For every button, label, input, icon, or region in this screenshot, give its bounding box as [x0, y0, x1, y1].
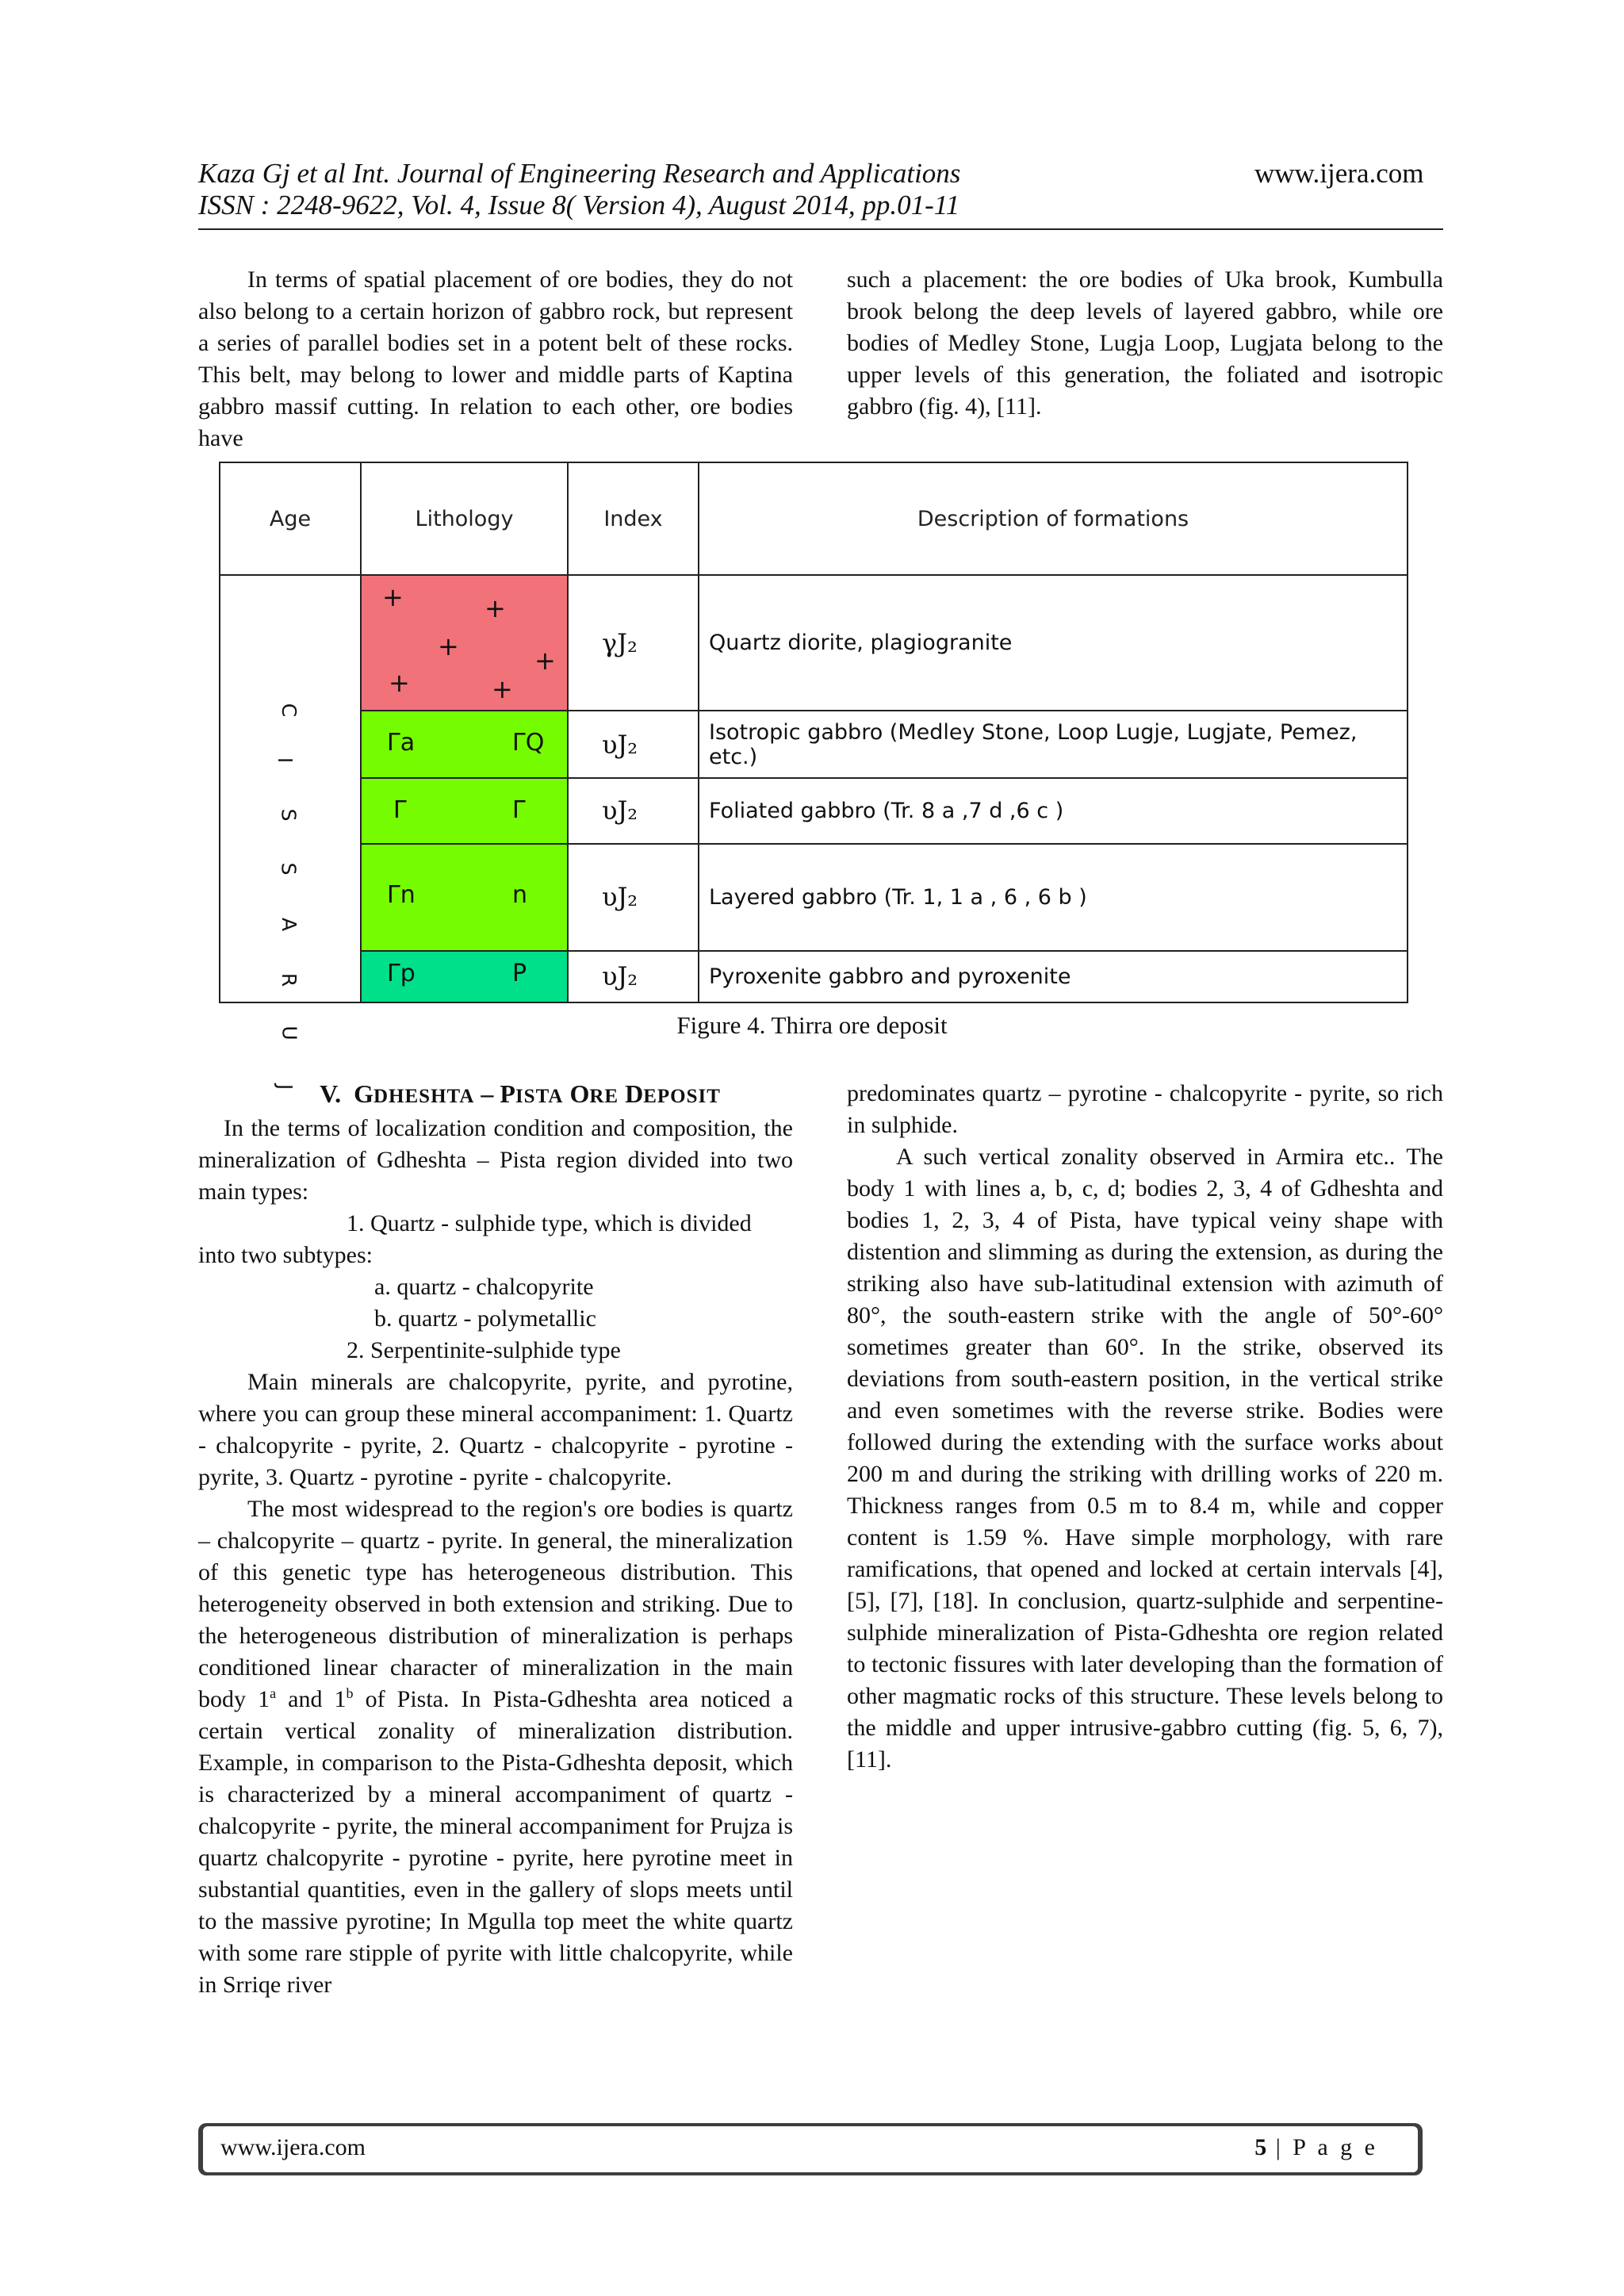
index-cell: υJ₂: [568, 844, 699, 951]
header-age: Age: [220, 462, 361, 575]
footer-inner: [203, 2126, 1418, 2172]
lithology-quartz-diorite: [361, 575, 568, 711]
header-rule: [198, 228, 1443, 230]
issn-line: ISSN : 2248-9622, Vol. 4, Issue 8( Version 4), August 2014, pp.01-11: [198, 190, 960, 220]
paragraph: predominates quartz – pyrotine - chalcopyrite - pyrite, so rich in sulphide.: [847, 1080, 1443, 1138]
plus-symbol: +: [389, 668, 410, 699]
section-title-part: P: [500, 1079, 515, 1108]
section-title-part: D: [625, 1079, 644, 1108]
section-title-part: G: [354, 1079, 373, 1108]
section-title-part: –: [474, 1079, 500, 1108]
paragraph-text: The most widespread to the region's ore bodies is quartz – chalcopyrite – quartz - pyrite. In general, the mineralization of this genetic type has heterogeneous distribution. This heterogeneity observed in both extension and striking. Due to the heterogeneous distribution of mineralization is perhaps conditioned linear character of mineralization in the main body 1: [198, 1496, 793, 1712]
plus-symbol: +: [438, 631, 459, 662]
lower-right-column: [847, 1078, 1443, 1776]
index-cell: γJ₂: [568, 575, 699, 711]
age-letter: I: [274, 757, 297, 764]
lithology-symbol: Γ: [393, 795, 407, 824]
lithology-symbol: Γa: [387, 729, 416, 757]
section-title-part: RE: [589, 1086, 619, 1107]
lithology-pyroxenite-gabbro: [361, 951, 568, 1002]
plus-symbol: +: [534, 646, 556, 677]
section-title-part: O: [569, 1079, 590, 1108]
age-letter: S: [277, 808, 301, 822]
index-cell: υJ₂: [568, 711, 699, 777]
list-item: 1. Quartz - sulphide type, which is divided: [347, 1210, 752, 1236]
age-letter: A: [278, 918, 301, 932]
list-item: 2. Serpentinite-sulphide type: [347, 1337, 621, 1363]
age-letter: J: [274, 1084, 297, 1091]
lithology-foliated-gabbro: [361, 778, 568, 844]
description-cell: Foliated gabbro (Tr. 8 a ,7 d ,6 c ): [699, 778, 1408, 844]
lithology-layered-gabbro: [361, 844, 568, 951]
page-number: [1254, 2134, 1378, 2161]
lithology-isotropic-gabbro: [361, 711, 568, 777]
lithology-symbol: Γn: [387, 880, 416, 909]
plus-symbol: +: [492, 674, 513, 705]
section-title-part: DHESHTA: [373, 1086, 475, 1107]
paragraph: A such vertical zonality observed in Armira etc.. The body 1 with lines a, b, c, d; bodies 2, 3, 4 of Gdheshta and bodies 1, 2, 3, 4 of Pista, have typical veiny shape with distention and slimming as during the extension, as during the striking also have sub-latitudinal extension with azimuth of 80°, the south-eastern strike with the angle of 50°-60° sometimes greater than 60°. In the strike, observed its deviations from south-eastern position, in the vertical strike and even sometimes with the reverse strike. Bodies were followed during the extending with the surface works about 200 m and during the striking with drilling works of 220 m. Thickness ranges from 0.5 m to 8.4 m, while and copper content is 1.59 %. Have simple morphology, with rare ramifications, that opened and locked at certain intervals [4], [5], [7], [18]. In conclusion, quartz-sulphide and serpentine-sulphide mineralization of Pista-Gdheshta ore region related to tectonic fissures with later developing than the formation of other magmatic rocks of this structure. These levels belong to the middle and upper intrusive-gabbro cutting (fig. 5, 6, 7),[11].: [847, 1144, 1443, 1773]
paragraph-text: and 1: [276, 1686, 347, 1712]
paragraph: In the terms of localization condition and composition, the mineralization of Gdheshta – Pista region divided into two main types:: [198, 1115, 793, 1205]
top-left-column: [198, 264, 793, 454]
section-title-part: EPOSIT: [643, 1086, 721, 1107]
age-letter: S: [277, 862, 301, 876]
description-cell: Pyroxenite gabbro and pyroxenite: [699, 951, 1408, 1002]
description-cell: Layered gabbro (Tr. 1, 1 a , 6 , 6 b ): [699, 844, 1408, 951]
age-letter: U: [278, 1025, 301, 1041]
header-index: Index: [568, 462, 699, 575]
age-cell: [220, 575, 361, 1091]
figure-caption: Figure 4. Thirra ore deposit: [676, 1011, 948, 1039]
paragraph-text: of Pista. In Pista-Gdheshta area noticed a certain vertical zonality of mineralization distribution. Example, in comparison to the Pista-Gdheshta deposit, which is characterized by a mineral accompaniment of quartz - chalcopyrite - pyrite, the mineral accompaniment for Prujza is quartz chalcopyrite - pyrotine - pyrite, here pyrotine meet in substantial quantities, even in the gallery of slops meets until to the massive pyrotine; In Mgulla top meet the white quartz with some rare stipple of pyrite with little chalcopyrite, while in Srriqe river: [198, 1686, 793, 1998]
journal-title: Kaza Gj et al Int. Journal of Engineering Research and Applications: [198, 158, 961, 189]
top-left-paragraph: In terms of spatial placement of ore bodies, they do not also belong to a certain horizon of gabbro rock, but represent a series of parallel bodies set in a potent belt of these rocks. This belt, may belong to lower and middle parts of Kaptina gabbro massif cutting. In relation to each other, ore bodies have: [198, 266, 793, 451]
lower-left-column: [198, 1078, 793, 2001]
list-subitem: a. quartz - chalcopyrite: [374, 1274, 594, 1300]
index-cell: υJ₂: [568, 951, 699, 1002]
footer-bar: [198, 2123, 1423, 2175]
description-cell: Quartz diorite, plagiogranite: [699, 575, 1408, 711]
top-right-column: [847, 264, 1443, 423]
paragraph: [198, 1493, 793, 2001]
section-title-part: ISTA: [515, 1086, 564, 1107]
section-title-part: [619, 1079, 625, 1108]
page-label: | P a g e: [1266, 2134, 1378, 2160]
age-letter: C: [278, 703, 301, 718]
lithology-symbol: n: [512, 880, 528, 909]
paragraph: Main minerals are chalcopyrite, pyrite, and pyrotine, where you can group these mineral accompaniment: 1. Quartz - chalcopyrite - pyrite, 2. Quartz - chalcopyrite - pyrotine - pyrite, 3. Quartz - pyrotine - pyrite - chalcopyrite.: [198, 1369, 793, 1490]
plus-symbol: +: [485, 593, 506, 624]
superscript: b: [346, 1685, 354, 1701]
page-number-value: 5: [1254, 2134, 1267, 2160]
top-right-paragraph: such a placement: the ore bodies of Uka brook, Kumbulla brook belong the deep levels of layered gabbro, while ore bodies of Medley Stone, Lugja Loop, Lugjata belong to the upper levels of this generation, the foliated and isotropic gabbro (fig. 4), [11].: [847, 266, 1443, 420]
lithology-symbol: P: [512, 959, 527, 987]
lithology-symbol: Γp: [387, 959, 416, 987]
description-cell: Isotropic gabbro (Medley Stone, Loop Lugje, Lugjate, Pemez, etc.): [699, 711, 1408, 777]
header-description: Description of formations: [699, 462, 1408, 575]
lithology-symbol: Γ: [512, 795, 526, 824]
plus-symbol: +: [382, 582, 404, 613]
footer-website[interactable]: www.ijera.com: [220, 2134, 366, 2160]
section-heading: [198, 1078, 793, 1113]
superscript: a: [270, 1685, 277, 1701]
header-website[interactable]: www.ijera.com: [1254, 158, 1424, 189]
list-item-continuation: into two subtypes:: [198, 1242, 373, 1268]
list-subitem: b. quartz - polymetallic: [374, 1305, 596, 1332]
lithology-symbol: ΓQ: [512, 729, 545, 757]
age-jurassic-vertical: [220, 576, 360, 1091]
age-letter: R: [278, 973, 301, 987]
header-lithology: Lithology: [361, 462, 568, 575]
section-number: V.: [320, 1079, 342, 1108]
index-cell: υJ₂: [568, 778, 699, 844]
